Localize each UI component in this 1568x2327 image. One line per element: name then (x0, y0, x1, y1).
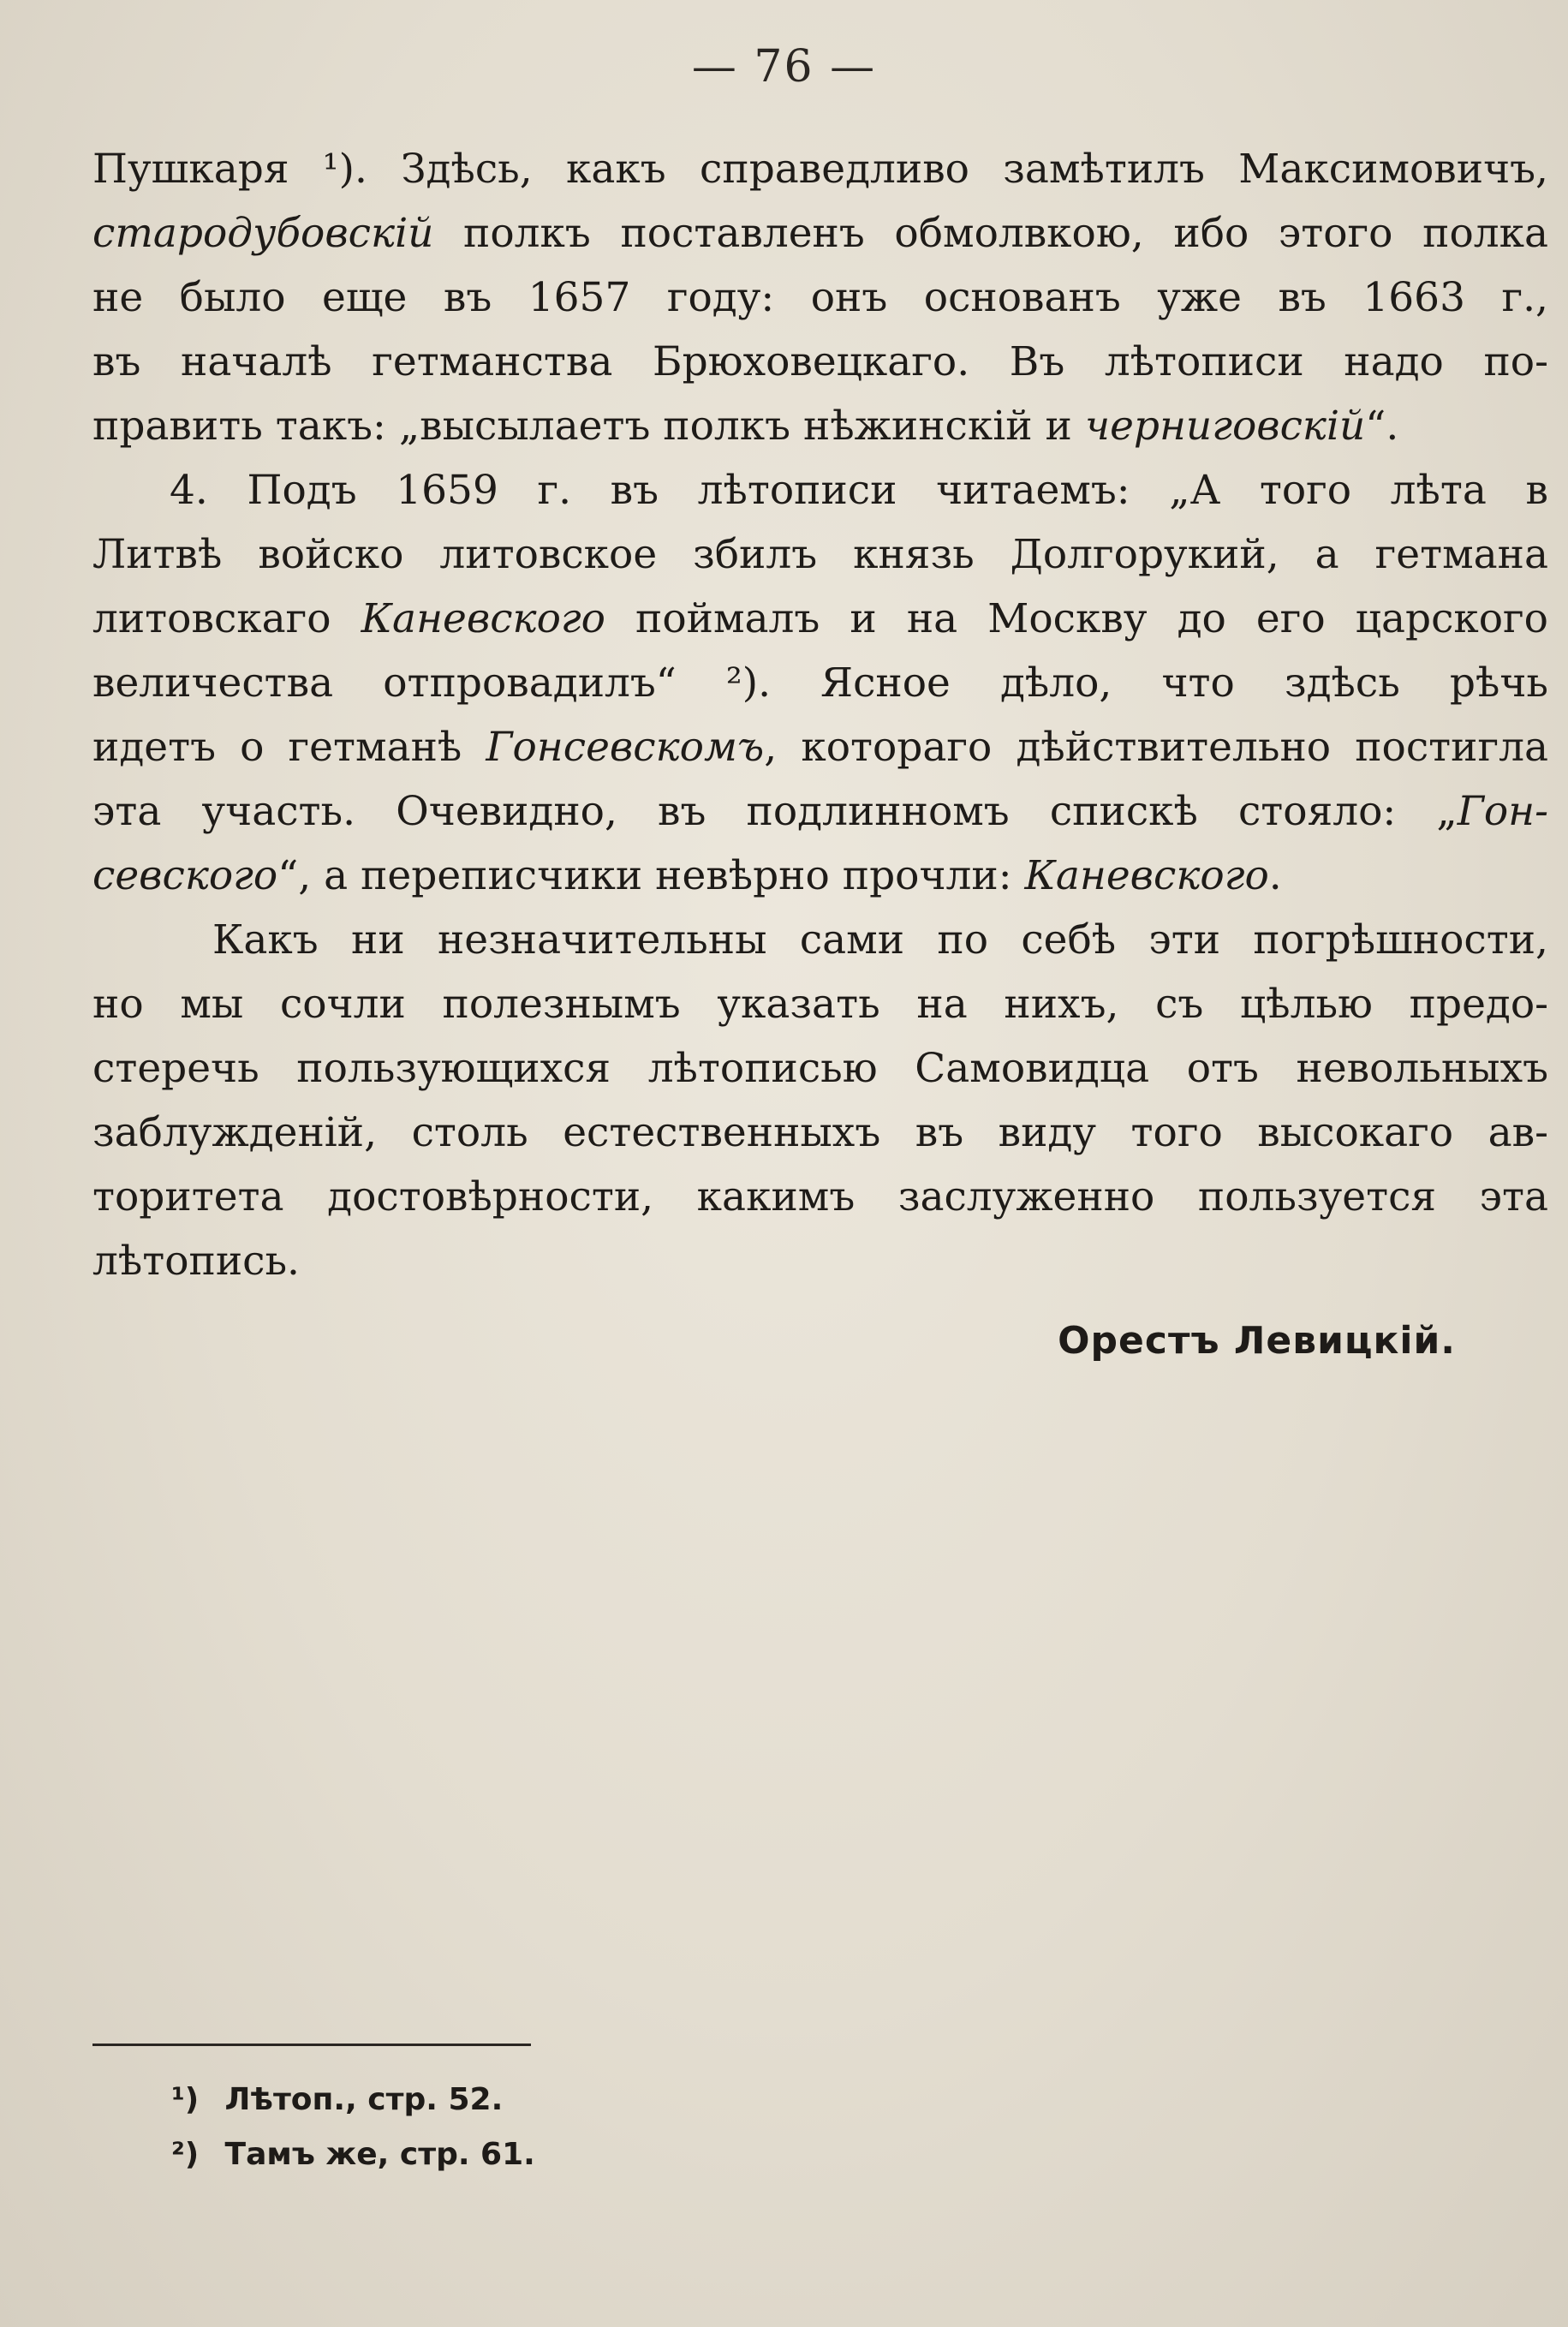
text-line (92, 1229, 1548, 1293)
text-run: торитета достовѣрности, какимъ заслуженно пользуется эта (92, 1173, 1548, 1220)
text-line (92, 1101, 1548, 1165)
footnote-divider (92, 2044, 531, 2046)
text-run: стеречь пользующихся лѣтописью Самовидца отъ невольныхъ (92, 1045, 1548, 1092)
footnote (171, 2073, 535, 2127)
text-line (92, 972, 1548, 1036)
text-run: не было еще въ 1657 году: онъ основанъ уже въ 1663 г., (92, 274, 1548, 321)
paragraph (92, 458, 1548, 908)
footnote-marker: ¹) (171, 2082, 200, 2117)
text-run: литовскаго (92, 595, 361, 642)
footnotes (171, 2073, 535, 2182)
text-line (92, 651, 1548, 715)
text-run: Литвѣ войско литовское збилъ князь Долгорукий, а гетмана (92, 531, 1548, 578)
italic-term: Гон- (1457, 788, 1548, 835)
text-line (92, 522, 1548, 587)
text-run: заблужденій, столь естественныхъ въ виду того высокаго ав- (92, 1109, 1548, 1156)
text-run: но мы сочли полезнымъ указать на нихъ, съ цѣлью предо- (92, 981, 1548, 1028)
text-run: 4. Подъ 1659 г. въ лѣтописи читаемъ: „А того лѣта в (170, 467, 1548, 514)
text-run: Пушкаря ¹). Здѣсь, какъ справедливо замѣтилъ Максимовичъ, (92, 146, 1548, 193)
text-run: величества отпровадилъ“ ²). Ясное дѣло, что здѣсь рѣчь (92, 659, 1548, 707)
text-run: поймалъ и на Москву до его царского (605, 595, 1548, 642)
italic-term: стародубовскій (92, 210, 434, 257)
text-run: эта участь. Очевидно, въ подлинномъ спискѣ стояло: „ (92, 788, 1458, 835)
italic-term: севского (92, 852, 278, 899)
footnote-text: Тамъ же, стр. 61. (224, 2137, 535, 2172)
italic-term: Гонсевскомъ (486, 724, 765, 771)
text-line (92, 201, 1548, 266)
italic-term: Каневского (361, 595, 605, 642)
text-line (92, 266, 1548, 330)
text-run: . (1268, 852, 1282, 899)
text-run: Какъ ни незначительны сами по себѣ эти погрѣшности, (212, 916, 1548, 964)
text-line (92, 1036, 1548, 1101)
text-run: полкъ поставленъ обмолвкою, ибо этого полка (433, 210, 1548, 257)
text-run: “, а переписчики невѣрно прочли: (277, 852, 1025, 899)
text-line (92, 394, 1548, 458)
text-run: лѣтопись. (92, 1238, 300, 1285)
text-run: въ началѣ гетманства Брюховецкаго. Въ лѣтописи надо по- (92, 338, 1548, 385)
text-run: “. (1365, 403, 1399, 450)
text-line (92, 458, 1548, 522)
footnote (171, 2127, 535, 2182)
paragraph (92, 908, 1548, 1293)
text-line (92, 844, 1548, 908)
footnote-text: Лѣтоп., стр. 52. (224, 2082, 504, 2117)
text-run: идетъ о гетманѣ (92, 724, 486, 771)
text-line (92, 587, 1548, 651)
footnote-marker: ²) (171, 2137, 200, 2172)
italic-term: черниговскій (1084, 403, 1366, 450)
text-run: править такъ: „высылаетъ полкъ нѣжинскій и (92, 403, 1085, 450)
text-line (92, 908, 1548, 972)
paragraph (92, 137, 1548, 458)
text-line (92, 137, 1548, 201)
italic-term: Каневского (1024, 852, 1269, 899)
text-line (92, 779, 1548, 844)
text-line (92, 715, 1548, 779)
text-run: , котораго дѣйствительно постигла (764, 724, 1548, 771)
page-number: — 76 — (691, 41, 877, 92)
author-signature: Орестъ Левицкій. (1058, 1319, 1456, 1363)
body-text (92, 137, 1548, 1293)
text-line (92, 1165, 1548, 1229)
text-line (92, 330, 1548, 394)
